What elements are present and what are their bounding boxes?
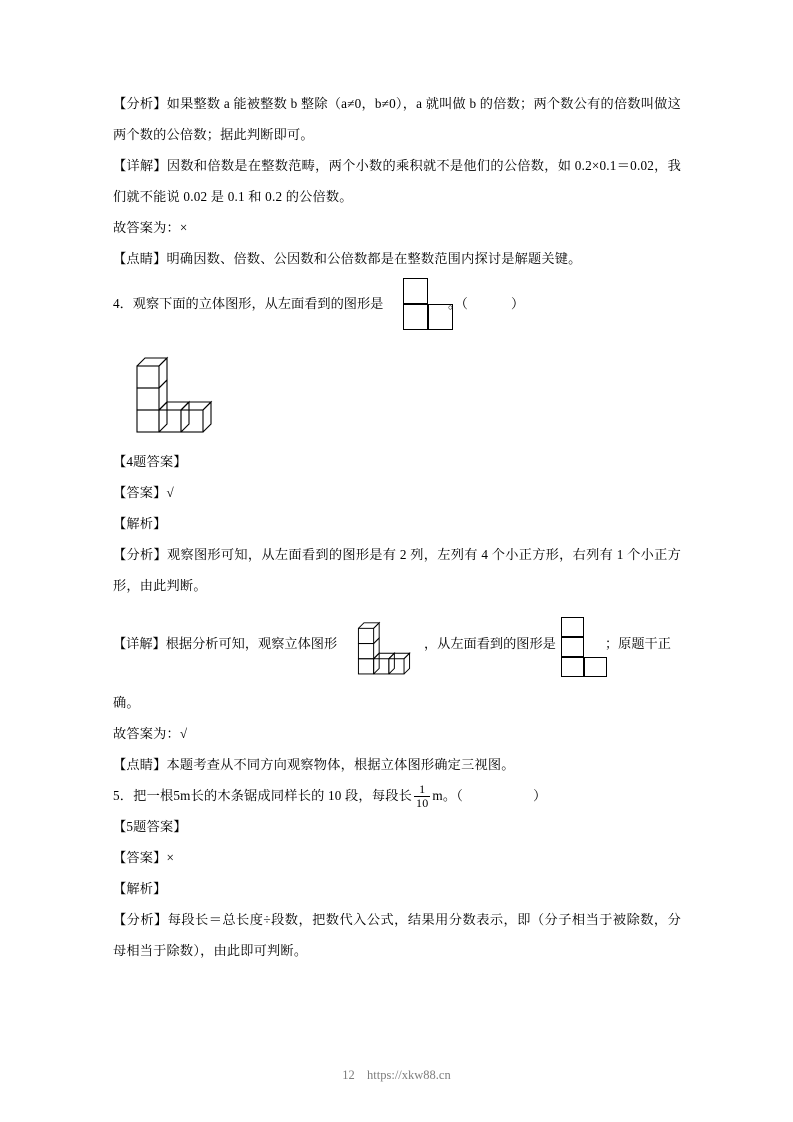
question-4-key-point: 【点睛】本题考查从不同方向观察物体，根据立体图形确定三视图。 bbox=[113, 757, 515, 772]
question-5-analysis-heading: 【解析】 bbox=[113, 881, 167, 896]
shape-cell bbox=[561, 617, 584, 637]
fraction-one-tenth bbox=[414, 783, 430, 809]
analysis-paragraph-1: 【分析】如果整数 a 能被整数 b 整除（a≠0，b≠0），a 就叫做 b 的倍数；两个数公有的倍数叫做这两个数的公倍数；据此判断即可。 bbox=[113, 96, 681, 142]
question-4-detail-tail: 确。 bbox=[113, 695, 140, 710]
question-4-answer-heading: 【4题答案】 bbox=[113, 454, 187, 469]
question-4-analysis: 【分析】观察图形可知，从左面看到的图形是有 2 列，左列有 4 个小正方形，右列有 1 个小正方形，由此判断。 bbox=[113, 547, 681, 593]
question-4-detail-part1: 【详解】根据分析可知，观察立体图形 bbox=[113, 636, 338, 651]
solid-figure-inline bbox=[346, 609, 422, 685]
question-4-period: 。（ bbox=[448, 296, 468, 311]
question-4-detail-part2: ，从左面看到的图形是 bbox=[424, 636, 556, 651]
question-5-answer-heading: 【5题答案】 bbox=[113, 819, 187, 834]
question-5-text-after: 。（ bbox=[442, 788, 464, 803]
footer-url: https://xkw88.cn bbox=[367, 1068, 451, 1082]
question-4-text: 4．观察下面的立体图形，从左面看到的图形是 bbox=[113, 296, 384, 311]
shape-cell bbox=[403, 304, 428, 330]
question-4-detail-part3: ；原题干正 bbox=[605, 636, 671, 651]
question-5-answer: 【答案】× bbox=[113, 850, 175, 865]
side-view-shape-inline bbox=[403, 278, 453, 332]
question-4-answer-line: 故答案为：√ bbox=[113, 726, 188, 741]
question-5-text-before: 5．把一根5m长的木条锯成同样长的 10 段，每段长 bbox=[113, 788, 412, 803]
question-4-detail-row bbox=[113, 601, 681, 687]
shape-cell bbox=[584, 657, 607, 677]
fraction-denominator: 10 bbox=[416, 795, 429, 810]
answer-line-1: 故答案为：× bbox=[113, 220, 188, 235]
shape-cell bbox=[561, 637, 584, 657]
detail-paragraph-1: 【详解】因数和倍数是在整数范畴，两个小数的乘积就不是他们的公倍数，如 0.2×0.1＝0.02，我们就不能说 0.02 是 0.1 和 0.2 的公倍数。 bbox=[113, 158, 681, 204]
fraction-numerator: 1 bbox=[419, 782, 426, 796]
question-4-close-paren: ） bbox=[511, 296, 525, 311]
question-4-stem bbox=[113, 274, 681, 336]
question-5-close-paren: ） bbox=[533, 788, 547, 803]
question-5-stem bbox=[113, 780, 681, 811]
question-4-analysis-heading: 【解析】 bbox=[113, 516, 167, 531]
shape-cell bbox=[403, 278, 428, 304]
page-footer bbox=[0, 1068, 793, 1083]
document-content bbox=[113, 88, 681, 966]
solid-figure-main bbox=[119, 338, 229, 448]
page-number: 12 bbox=[342, 1068, 355, 1082]
shape-cell bbox=[561, 657, 584, 677]
key-point-paragraph-1: 【点睛】明确因数、倍数、公因数和公倍数都是在整数范围内探讨是解题关键。 bbox=[113, 251, 582, 266]
solid-figure-container bbox=[113, 336, 681, 446]
side-view-shape-detail bbox=[561, 617, 607, 679]
question-5-unit: m bbox=[432, 788, 443, 803]
question-5-analysis: 【分析】每段长＝总长度÷段数，把数代入公式，结果用分数表示，即（分子相当于被除数，分母相当于除数），由此即可判断。 bbox=[113, 912, 681, 958]
question-4-answer: 【答案】√ bbox=[113, 485, 174, 500]
